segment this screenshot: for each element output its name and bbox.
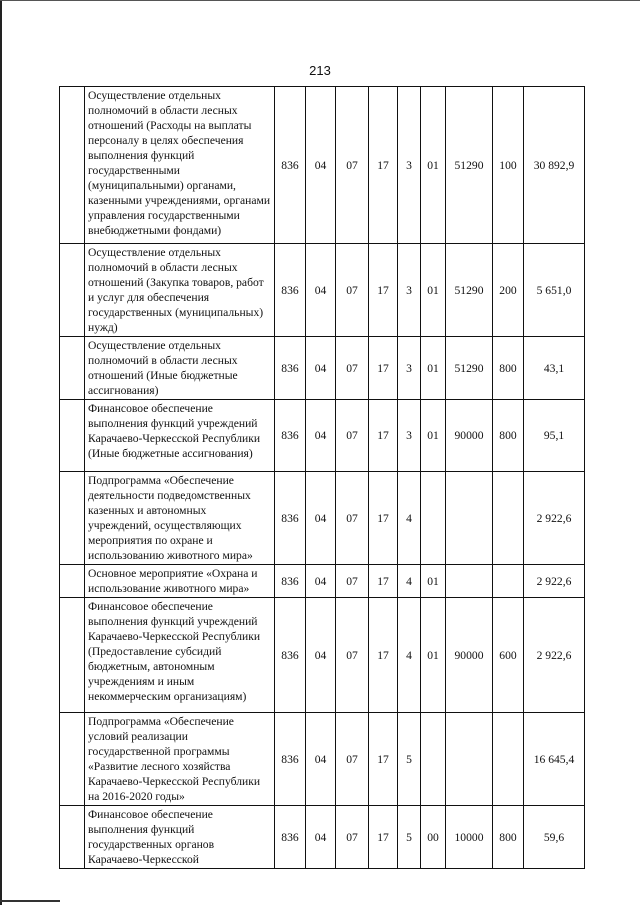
blank-cell [60,87,85,244]
ministry-code: 836 [275,806,306,869]
row-name: Финансовое обеспечение выполнения функций государственных органов Карачаево-Черкесской [85,806,275,869]
table-row [60,713,585,806]
subprogram-code: 3 [398,244,421,337]
direction-code: 51290 [446,244,493,337]
table-row [60,87,585,244]
event-code: 01 [421,598,446,713]
expense-type-code [493,565,524,598]
direction-code: 90000 [446,400,493,472]
direction-code [446,565,493,598]
direction-code [446,472,493,565]
program-code: 17 [369,244,398,337]
program-code: 17 [369,87,398,244]
expense-type-code [493,713,524,806]
row-name: Подпрограмма «Обеспечение деятельности подведомственных казенных и автономных учреждений, осуществляющих мероприятия по охране и использованию животного мира» [85,472,275,565]
subsection-code: 07 [336,472,369,565]
amount: 43,1 [524,337,585,400]
section-code: 04 [306,713,336,806]
expense-type-code: 100 [493,87,524,244]
scan-edge-bottom [0,900,60,902]
row-name: Основное мероприятие «Охрана и использование животного мира» [85,565,275,598]
program-code: 17 [369,337,398,400]
row-name: Осуществление отдельных полномочий в области лесных отношений (Расходы на выплаты персоналу в целях обеспечения выполнения функций государственными (муниципальными) органами, казенными учреждениями, органами управления государственными внебюджетными фондами) [85,87,275,244]
table-row [60,400,585,472]
subsection-code: 07 [336,244,369,337]
blank-cell [60,400,85,472]
amount: 59,6 [524,806,585,869]
program-code: 17 [369,806,398,869]
event-code: 01 [421,244,446,337]
event-code: 01 [421,565,446,598]
scan-edge-left [0,0,2,905]
direction-code: 10000 [446,806,493,869]
amount: 5 651,0 [524,244,585,337]
amount: 2 922,6 [524,598,585,713]
blank-cell [60,244,85,337]
row-name: Финансовое обеспечение выполнения функций учреждений Карачаево-Черкесской Республики (Иные бюджетные ассигнования) [85,400,275,472]
blank-cell [60,472,85,565]
subprogram-code: 4 [398,565,421,598]
program-code: 17 [369,565,398,598]
subsection-code: 07 [336,565,369,598]
blank-cell [60,337,85,400]
subprogram-code: 4 [398,472,421,565]
ministry-code: 836 [275,337,306,400]
direction-code: 51290 [446,337,493,400]
subsection-code: 07 [336,400,369,472]
expense-type-code: 800 [493,400,524,472]
program-code: 17 [369,472,398,565]
subsection-code: 07 [336,87,369,244]
table-row [60,806,585,869]
section-code: 04 [306,565,336,598]
section-code: 04 [306,472,336,565]
blank-cell [60,713,85,806]
table-row [60,598,585,713]
expense-type-code: 800 [493,806,524,869]
expense-type-code [493,472,524,565]
budget-table [59,86,585,869]
expense-type-code: 600 [493,598,524,713]
program-code: 17 [369,400,398,472]
table-row [60,565,585,598]
amount: 2 922,6 [524,565,585,598]
subsection-code: 07 [336,337,369,400]
section-code: 04 [306,806,336,869]
section-code: 04 [306,87,336,244]
amount: 95,1 [524,400,585,472]
section-code: 04 [306,337,336,400]
expense-type-code: 800 [493,337,524,400]
blank-cell [60,598,85,713]
row-name: Осуществление отдельных полномочий в области лесных отношений (Иные бюджетные ассигнования) [85,337,275,400]
ministry-code: 836 [275,598,306,713]
subsection-code: 07 [336,598,369,713]
ministry-code: 836 [275,244,306,337]
direction-code: 51290 [446,87,493,244]
table-row [60,337,585,400]
subprogram-code: 5 [398,713,421,806]
section-code: 04 [306,244,336,337]
subsection-code: 07 [336,806,369,869]
program-code: 17 [369,598,398,713]
scan-edge-top [0,0,640,1]
expense-type-code: 200 [493,244,524,337]
event-code: 01 [421,400,446,472]
subprogram-code: 3 [398,87,421,244]
amount: 2 922,6 [524,472,585,565]
program-code: 17 [369,713,398,806]
event-code: 00 [421,806,446,869]
section-code: 04 [306,598,336,713]
row-name: Подпрограмма «Обеспечение условий реализации государственной программы «Развитие лесного хозяйства Карачаево-Черкесской Республики на 2016-2020 годы» [85,713,275,806]
amount: 30 892,9 [524,87,585,244]
ministry-code: 836 [275,713,306,806]
section-code: 04 [306,400,336,472]
subprogram-code: 3 [398,400,421,472]
subprogram-code: 4 [398,598,421,713]
subsection-code: 07 [336,713,369,806]
event-code [421,472,446,565]
event-code: 01 [421,337,446,400]
table-row [60,244,585,337]
subprogram-code: 3 [398,337,421,400]
page-number: 213 [309,63,331,78]
subprogram-code: 5 [398,806,421,869]
ministry-code: 836 [275,565,306,598]
event-code: 01 [421,87,446,244]
table-row [60,472,585,565]
row-name: Осуществление отдельных полномочий в области лесных отношений (Закупка товаров, работ и услуг для обеспечения государственных (муниципальных) нужд) [85,244,275,337]
ministry-code: 836 [275,400,306,472]
direction-code: 90000 [446,598,493,713]
blank-cell [60,806,85,869]
ministry-code: 836 [275,472,306,565]
direction-code [446,713,493,806]
amount: 16 645,4 [524,713,585,806]
blank-cell [60,565,85,598]
row-name: Финансовое обеспечение выполнения функций учреждений Карачаево-Черкесской Республики (Предоставление субсидий бюджетным, автономным учреждениям и иным некоммерческим организациям) [85,598,275,713]
event-code [421,713,446,806]
ministry-code: 836 [275,87,306,244]
